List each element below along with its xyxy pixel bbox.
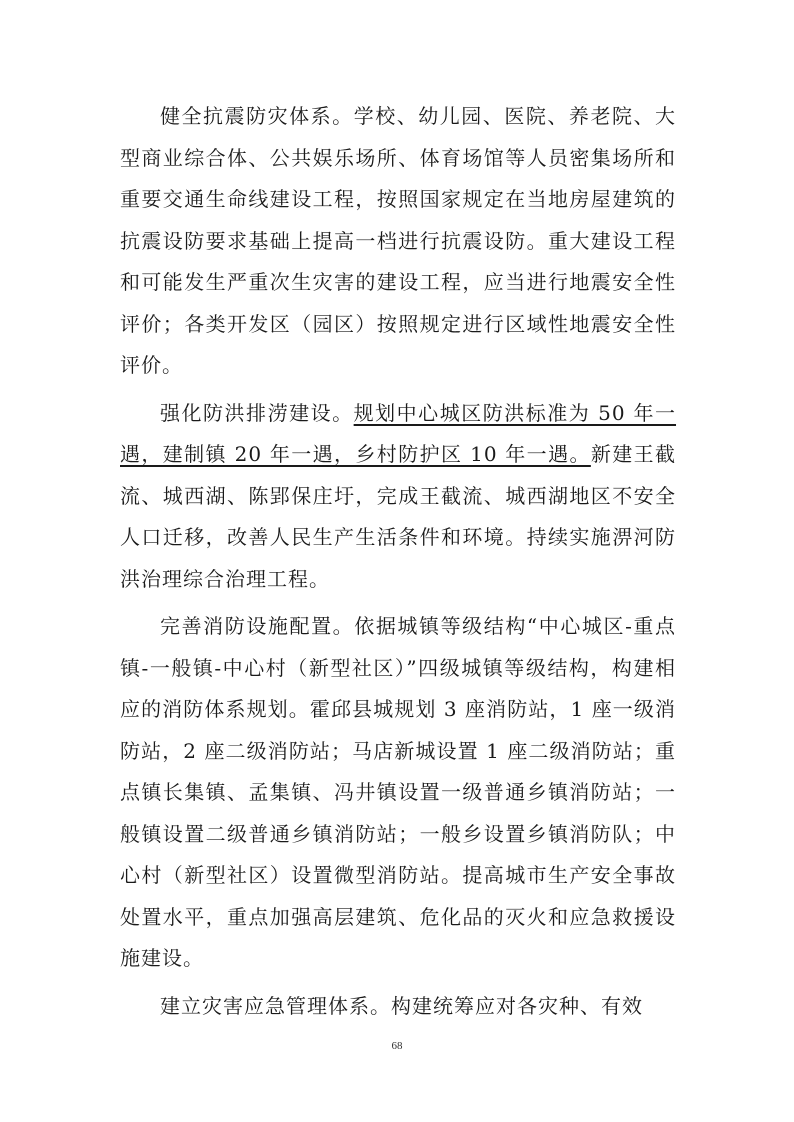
paragraph-lead: 健全抗震防灾体系。 bbox=[160, 104, 354, 128]
paragraph-emergency bbox=[120, 986, 676, 1028]
paragraph-earthquake bbox=[120, 96, 676, 387]
page-number: 68 bbox=[391, 1040, 403, 1052]
paragraph-fire bbox=[120, 606, 676, 980]
paragraph-flood bbox=[120, 393, 676, 601]
paragraph-text: 学校、幼儿园、医院、养老院、大型商业综合体、公共娱乐场所、体育场馆等人员密集场所和重要交通生命线建设工程，按照国家规定在当地房屋建筑的抗震设防要求基础上提高一档进行抗震设防。重大建设工程和可能发生严重次生灾害的建设工程，应当进行地震安全性评价；各类开发区（园区）按照规定进行区域性地震安全性评价。 bbox=[120, 104, 677, 377]
paragraph-text: 新建王截流、城西湖、陈郢保庄圩，完成王截流、城西湖地区不安全人口迁移，改善人民生产生活条件和环境。持续实施淠河防洪治理综合治理工程。 bbox=[120, 442, 677, 591]
paragraph-text: 依据城镇等级结构“中心城区-重点镇-一般镇-中心村（新型社区）”四级城镇等级结构，构建相应的消防体系规划。霍邱县城规划 3 座消防站，1 座一级消防站，2 座二级消防站；马店新城设置 1 座二级消防站；重点镇长集镇、孟集镇、冯井镇设置一级普通乡镇消防站；一般镇设置二级普通乡镇消防站；一般乡设置乡镇消防队；中心村（新型社区）设置微型消防站。提高城市生产安全事故处置水平，重点加强高层建筑、危化品的灭火和应急救援设施建设。 bbox=[120, 614, 677, 970]
body-text bbox=[120, 96, 676, 1033]
paragraph-lead: 强化防洪排涝建设。 bbox=[160, 400, 354, 425]
underlined-text: 规划中心城区防洪标准为 50 年一遇，建制镇 20 年一遇，乡村防护区 10 年一遇。 bbox=[120, 400, 677, 466]
paragraph-lead: 完善消防设施配置。 bbox=[160, 614, 355, 638]
paragraph-lead: 建立灾害应急管理体系。 bbox=[160, 993, 391, 1018]
paragraph-text: 构建统筹应对各灾种、有效 bbox=[391, 993, 643, 1018]
